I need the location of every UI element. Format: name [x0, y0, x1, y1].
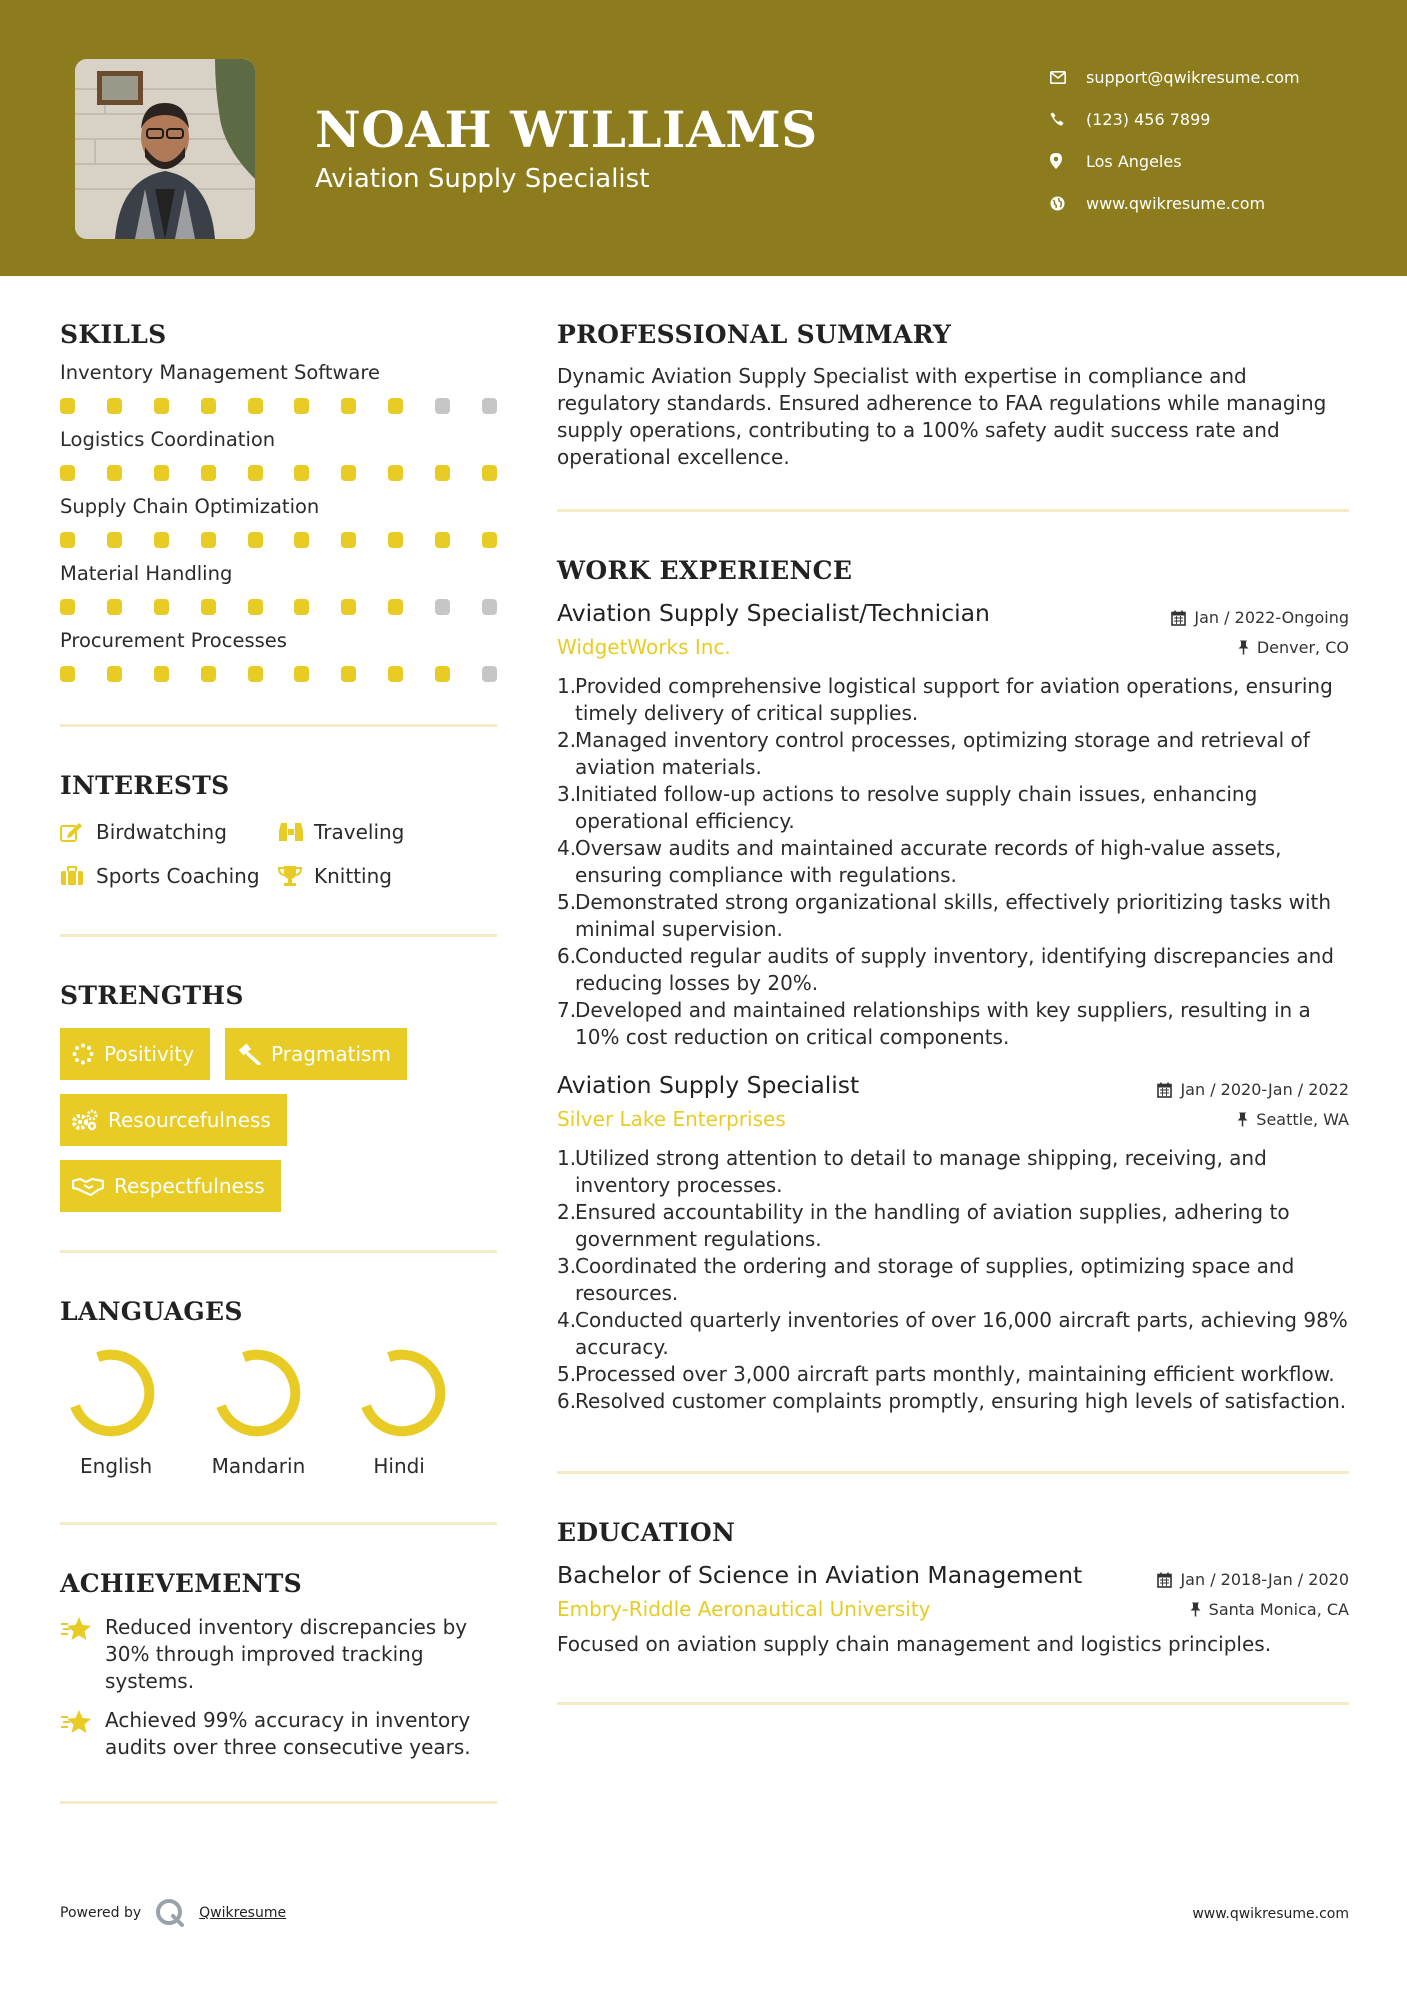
- calendar-icon: [1157, 1572, 1172, 1588]
- language-item: [351, 1348, 497, 1478]
- section-divider: [557, 1471, 1349, 1474]
- job-bullet-text: Processed over 3,000 aircraft parts monthly, maintaining efficient workflow.: [575, 1362, 1335, 1386]
- skill-dot-filled: [294, 666, 309, 682]
- skill-dot-filled: [60, 465, 75, 481]
- skill-name: Supply Chain Optimization: [60, 495, 320, 518]
- skills-title: SKILLS: [60, 320, 167, 349]
- education-school: Embry-Riddle Aeronautical University: [557, 1597, 931, 1621]
- envelope-icon: [1050, 71, 1086, 84]
- pencil-square-icon: [60, 822, 96, 842]
- education-subheader: [557, 1597, 1349, 1621]
- section-divider: [60, 724, 497, 727]
- skill-item: [60, 361, 497, 416]
- job-bullet: 5. Processed over 3,000 aircraft parts monthly, maintaining efficient workflow.: [557, 1362, 1335, 1386]
- skill-dot-filled: [294, 599, 309, 615]
- job-bullet-text: Demonstrated strong organizational skills, effectively prioritizing tasks with minimal supervision.: [575, 890, 1332, 941]
- calendar-icon: [1157, 1082, 1172, 1098]
- section-divider: [60, 1801, 497, 1804]
- binoculars-icon: [278, 821, 314, 843]
- strength-label: Positivity: [104, 1042, 195, 1066]
- profile-photo: [75, 59, 255, 239]
- job-bullets: [557, 673, 1349, 1051]
- contact-location-text: Los Angeles: [1086, 151, 1182, 171]
- skill-item: [60, 428, 497, 483]
- skill-dot-filled: [201, 465, 216, 481]
- job-location: [1238, 638, 1349, 657]
- globe-icon: [1050, 196, 1086, 211]
- calendar-icon: [1171, 610, 1186, 626]
- job-bullet-text: Ensured accountability in the handling of aviation supplies, adhering to government regulations.: [575, 1200, 1290, 1251]
- education-title: EDUCATION: [557, 1518, 736, 1547]
- section-divider: [60, 934, 497, 937]
- candidate-role: Aviation Supply Specialist: [315, 164, 650, 194]
- skill-dot-filled: [341, 465, 356, 481]
- job-bullet-text: Conducted regular audits of supply inventory, identifying discrepancies and reducing losses by 20%.: [575, 944, 1334, 995]
- interest-label: Sports Coaching: [96, 864, 260, 888]
- strength-badge: [60, 1028, 210, 1080]
- skills-list: [60, 361, 497, 684]
- skill-dot-filled: [201, 666, 216, 682]
- header-band: [0, 0, 1407, 276]
- languages-list: [60, 1348, 497, 1478]
- skill-dot-filled: [435, 532, 450, 548]
- job-bullet-text: Coordinated the ordering and storage of supplies, optimizing space and resources.: [575, 1254, 1295, 1305]
- skill-dot-filled: [60, 666, 75, 682]
- phone-icon: [1050, 112, 1086, 126]
- skill-dot-filled: [388, 465, 403, 481]
- skill-dot-filled: [388, 532, 403, 548]
- achievement-text: Reduced inventory discrepancies by 30% through improved tracking systems.: [105, 1615, 468, 1693]
- strengths-list: [60, 1028, 460, 1212]
- powered-by-text: Powered by: [60, 1905, 142, 1921]
- skill-dot-filled: [154, 532, 169, 548]
- job-location-text: Seattle, WA: [1256, 1109, 1349, 1129]
- job-bullet: 7. Developed and maintained relationships with key suppliers, resulting in a 10% cost reduction on critical components.: [557, 997, 1349, 1051]
- experience-title: WORK EXPERIENCE: [557, 556, 853, 585]
- job-bullet-text: Initiated follow-up actions to resolve supply chain issues, enhancing operational efficiency.: [575, 782, 1258, 833]
- education-location: [1190, 1600, 1349, 1619]
- star-icon: [60, 1707, 105, 1761]
- skill-name: Material Handling: [60, 562, 233, 585]
- language-label: Mandarin: [211, 1454, 306, 1478]
- job-entry: [557, 599, 1349, 1051]
- job-bullet: 6. Resolved customer complaints promptly, ensuring high levels of satisfaction.: [557, 1389, 1347, 1413]
- skill-dot-filled: [201, 599, 216, 615]
- summary-title: PROFESSIONAL SUMMARY: [557, 320, 952, 349]
- footer-url[interactable]: www.qwikresume.com: [1192, 1906, 1349, 1922]
- skill-rating: [60, 666, 497, 684]
- skill-dot-filled: [388, 398, 403, 414]
- skill-dot-filled: [341, 666, 356, 682]
- job-bullet-text: Developed and maintained relationships with key suppliers, resulting in a 10% cost reduction on critical components.: [575, 998, 1311, 1049]
- language-gauge-arc: [75, 1355, 149, 1432]
- job-bullet-text: Utilized strong attention to detail to manage shipping, receiving, and inventory processes.: [575, 1146, 1267, 1197]
- skill-rating: [60, 465, 497, 483]
- job-title: Aviation Supply Specialist: [557, 1071, 860, 1099]
- skill-dot-filled: [107, 532, 122, 548]
- language-label: English: [80, 1454, 153, 1478]
- gavel-icon: [237, 1043, 261, 1065]
- skill-dot-empty: [482, 666, 497, 682]
- interest-item: [60, 818, 278, 846]
- job-bullet-text: Managed inventory control processes, optimizing storage and retrieval of aviation materials.: [575, 728, 1310, 779]
- job-bullet-text: Resolved customer complaints promptly, ensuring high levels of satisfaction.: [575, 1389, 1347, 1413]
- education-header: [557, 1561, 1349, 1589]
- job-bullet: 2. Managed inventory control processes, optimizing storage and retrieval of aviation materials.: [557, 727, 1349, 781]
- interest-item: [60, 862, 278, 890]
- job-company: WidgetWorks Inc.: [557, 635, 731, 659]
- interests-list: [60, 818, 497, 890]
- skill-dot-filled: [107, 666, 122, 682]
- skill-dot-filled: [482, 532, 497, 548]
- skill-dot-filled: [248, 532, 263, 548]
- skill-dot-filled: [60, 532, 75, 548]
- achievement-item: [60, 1614, 497, 1695]
- interest-item: [278, 818, 478, 846]
- skill-dot-filled: [154, 465, 169, 481]
- skill-dot-filled: [154, 599, 169, 615]
- achievements-list: [60, 1614, 497, 1761]
- skill-rating: [60, 599, 497, 617]
- summary-text: Dynamic Aviation Supply Specialist with expertise in compliance and regulatory standards. Ensured adherence to FAA regulations while managing supply operations, contributing to a 100% safety audit success rate and operational excellence.: [557, 364, 1327, 469]
- qwikresume-link[interactable]: Qwikresume: [199, 1905, 287, 1921]
- skill-dot-filled: [154, 398, 169, 414]
- skill-dot-filled: [294, 398, 309, 414]
- skill-dot-empty: [482, 398, 497, 414]
- spinner-icon: [72, 1043, 94, 1065]
- interest-label: Knitting: [314, 864, 392, 888]
- skill-dot-filled: [341, 532, 356, 548]
- skill-dot-filled: [60, 398, 75, 414]
- contact-email-text: support@qwikresume.com: [1086, 67, 1300, 87]
- skill-rating: [60, 532, 497, 550]
- job-bullets: [557, 1145, 1349, 1415]
- job-location-text: Denver, CO: [1256, 637, 1349, 657]
- skill-dot-filled: [107, 465, 122, 481]
- skill-dot-filled: [107, 398, 122, 414]
- contact-website[interactable]: [1050, 182, 1390, 224]
- language-item: [60, 1348, 206, 1478]
- skill-item: [60, 629, 497, 684]
- job-date: [1157, 1080, 1349, 1099]
- skill-item: [60, 495, 497, 550]
- strength-badge: [225, 1028, 407, 1080]
- language-gauge-arc: [366, 1355, 440, 1432]
- job-subheader: [557, 1107, 1349, 1131]
- footer-powered-by: [60, 1898, 286, 1928]
- strength-badge: [60, 1094, 287, 1146]
- achievements-title: ACHIEVEMENTS: [60, 1569, 302, 1598]
- skill-dot-filled: [107, 599, 122, 615]
- job-header: [557, 1071, 1349, 1099]
- strength-label: Resourcefulness: [108, 1108, 271, 1132]
- job-title: Aviation Supply Specialist/Technician: [557, 599, 990, 627]
- section-divider: [60, 1522, 497, 1525]
- job-company: Silver Lake Enterprises: [557, 1107, 786, 1131]
- strengths-title: STRENGTHS: [60, 981, 244, 1010]
- job-bullet: 2. Ensured accountability in the handling of aviation supplies, adhering to government regulations.: [557, 1199, 1349, 1253]
- skill-name: Logistics Coordination: [60, 428, 276, 451]
- education-degree: Bachelor of Science in Aviation Management: [557, 1561, 1083, 1589]
- language-gauge: [66, 1348, 156, 1438]
- skill-dot-filled: [201, 398, 216, 414]
- gears-icon: [72, 1109, 98, 1131]
- section-divider: [60, 1250, 497, 1253]
- qwikresume-logo-icon: [155, 1898, 185, 1928]
- job-bullet-text: Conducted quarterly inventories of over 16,000 aircraft parts, achieving 98% accuracy.: [575, 1308, 1348, 1359]
- job-bullet: 4. Conducted quarterly inventories of over 16,000 aircraft parts, achieving 98% accuracy.: [557, 1308, 1348, 1359]
- trophy-icon: [278, 865, 314, 887]
- candidate-name: NOAH WILLIAMS: [315, 100, 818, 159]
- strength-badge: [60, 1160, 281, 1212]
- pushpin-icon: [1237, 1112, 1248, 1127]
- section-divider: [557, 1702, 1349, 1705]
- skill-dot-filled: [341, 599, 356, 615]
- left-column: [60, 320, 497, 1804]
- achievement-item: [60, 1707, 497, 1761]
- job-bullet: 5. Demonstrated strong organizational skills, effectively prioritizing tasks with minimal supervision.: [557, 889, 1349, 943]
- skill-dot-filled: [435, 465, 450, 481]
- language-gauge: [212, 1348, 302, 1438]
- job-header: [557, 599, 1349, 627]
- skill-dot-filled: [248, 465, 263, 481]
- achievement-text: Achieved 99% accuracy in inventory audits over three consecutive years.: [105, 1708, 471, 1759]
- job-subheader: [557, 635, 1349, 659]
- education-entry: [557, 1561, 1349, 1658]
- job-bullet: 3. Coordinated the ordering and storage of supplies, optimizing space and resources.: [557, 1253, 1349, 1307]
- skill-dot-filled: [248, 398, 263, 414]
- skill-dot-filled: [60, 599, 75, 615]
- education-text: Focused on aviation supply chain management and logistics principles.: [557, 1632, 1272, 1656]
- job-bullet: 1. Provided comprehensive logistical support for aviation operations, ensuring timely delivery of critical supplies.: [557, 673, 1349, 727]
- job-date-text: Jan / 2020-Jan / 2022: [1180, 1080, 1349, 1099]
- skill-dot-filled: [341, 398, 356, 414]
- education-date-text: Jan / 2018-Jan / 2020: [1180, 1570, 1349, 1589]
- skill-dot-filled: [482, 465, 497, 481]
- job-entry: [557, 1071, 1349, 1415]
- language-label: Hindi: [373, 1454, 425, 1478]
- section-divider: [557, 509, 1349, 512]
- pushpin-icon: [1190, 1602, 1201, 1617]
- interest-label: Traveling: [314, 820, 405, 844]
- interest-item: [278, 862, 478, 890]
- job-bullet-text: Oversaw audits and maintained accurate records of high-value assets, ensuring compliance with regulations.: [575, 836, 1282, 887]
- skill-dot-filled: [201, 532, 216, 548]
- contact-location: [1050, 140, 1390, 182]
- right-column: [557, 320, 1349, 1705]
- education-date: [1157, 1570, 1349, 1589]
- language-gauge: [357, 1348, 447, 1438]
- interests-title: INTERESTS: [60, 771, 230, 800]
- skill-dot-filled: [388, 666, 403, 682]
- skill-name: Procurement Processes: [60, 629, 287, 652]
- job-bullet-text: Provided comprehensive logistical support for aviation operations, ensuring timely delivery of critical supplies.: [575, 674, 1333, 725]
- skill-dot-filled: [388, 599, 403, 615]
- briefcase-icon: [60, 866, 96, 886]
- star-icon: [60, 1614, 105, 1695]
- contact-website-text: www.qwikresume.com: [1086, 193, 1266, 213]
- skill-dot-filled: [294, 465, 309, 481]
- skill-dot-filled: [248, 666, 263, 682]
- skill-dot-filled: [154, 666, 169, 682]
- interest-label: Birdwatching: [96, 820, 227, 844]
- contact-phone-text: (123) 456 7899: [1086, 109, 1211, 129]
- skill-dot-filled: [294, 532, 309, 548]
- contact-email[interactable]: [1050, 56, 1390, 98]
- skill-dot-filled: [248, 599, 263, 615]
- location-pin-icon: [1050, 153, 1086, 169]
- contact-list: [1050, 56, 1390, 224]
- skill-dot-empty: [435, 599, 450, 615]
- skill-name: Inventory Management Software: [60, 361, 380, 384]
- skill-item: [60, 562, 497, 617]
- skill-dot-empty: [482, 599, 497, 615]
- contact-phone[interactable]: [1050, 98, 1390, 140]
- job-location: [1237, 1110, 1349, 1129]
- strength-label: Pragmatism: [271, 1042, 391, 1066]
- job-bullet: 4. Oversaw audits and maintained accurate records of high-value assets, ensuring compliance with regulations.: [557, 835, 1349, 889]
- language-gauge-arc: [221, 1355, 295, 1432]
- job-bullet: 1. Utilized strong attention to detail to manage shipping, receiving, and inventory processes.: [557, 1145, 1349, 1199]
- skill-dot-empty: [435, 398, 450, 414]
- job-date-text: Jan / 2022-Ongoing: [1194, 608, 1349, 627]
- education-location-text: Santa Monica, CA: [1208, 1599, 1349, 1619]
- languages-title: LANGUAGES: [60, 1297, 243, 1326]
- handshake-icon: [72, 1176, 104, 1196]
- job-bullet: 3. Initiated follow-up actions to resolve supply chain issues, enhancing operational efficiency.: [557, 781, 1349, 835]
- pushpin-icon: [1238, 640, 1249, 655]
- language-item: [206, 1348, 352, 1478]
- skill-rating: [60, 398, 497, 416]
- job-date: [1171, 608, 1349, 627]
- job-bullet: 6. Conducted regular audits of supply inventory, identifying discrepancies and reducing losses by 20%.: [557, 943, 1349, 997]
- strength-label: Respectfulness: [114, 1174, 265, 1198]
- skill-dot-filled: [435, 666, 450, 682]
